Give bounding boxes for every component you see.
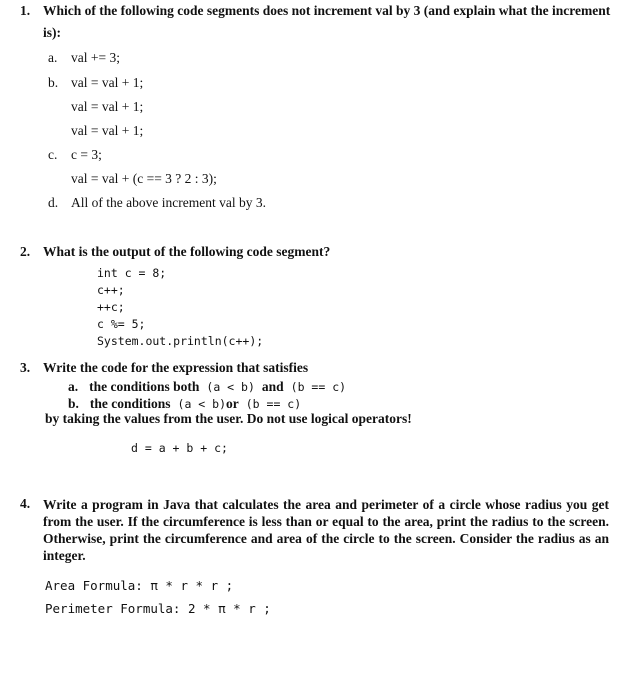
q1-text: Which of the following code segments does not increment val by 3 (and explain what the increment [43, 3, 611, 18]
q1-option-b-label: b. [48, 75, 59, 90]
q1-option-c-label: c. [48, 147, 58, 162]
q2-number: 2. [20, 244, 31, 259]
q2-code-line: int c = 8; [97, 266, 167, 280]
q3-b-code1: (a < b) [177, 397, 226, 411]
q3-a-code2: (b == c) [290, 380, 347, 394]
q2-code-line: ++c; [97, 300, 125, 314]
q3-b-text: the conditions [89, 396, 171, 411]
q1-option-c-line: val = val + (c == 3 ? 2 : 3); [71, 171, 217, 186]
q1-option-a-label: a. [48, 50, 58, 65]
q3-a-and: and [261, 379, 284, 394]
q3-footer: by taking the values from the user. Do not use logical operators! [45, 411, 412, 426]
q4-text: Write a program in Java that calculates the area and perimeter of a circle whose radius you get from the user. If the circumference is less than or equal to the area, print the radius to the screen. Otherwise, print the circumference and area of the circle to the screen. Consider the radius as an integer. [43, 497, 609, 563]
q1-option-d-line: All of the above increment val by 3. [71, 195, 266, 210]
q2-code-line: c %= 5; [97, 317, 146, 331]
q1-option-b-line: val = val + 1; [71, 123, 144, 138]
q3-expression: d = a + b + c; [131, 441, 228, 455]
q1-option-a-line: val += 3; [71, 50, 120, 65]
q1-text-continued: is): [43, 25, 61, 40]
q4-perimeter-formula: Perimeter Formula: 2 * π * r ; [45, 601, 271, 616]
q2-code-line: c++; [97, 283, 125, 297]
q3-b-code2: (b == c) [245, 397, 302, 411]
q3-b-or: or [226, 396, 239, 411]
q3-number: 3. [20, 360, 31, 375]
q4-area-formula: Area Formula: π * r * r ; [45, 578, 234, 593]
q1-number: 1. [20, 3, 31, 18]
q3-a-code1: (a < b) [206, 380, 255, 394]
q2-text: What is the output of the following code segment? [43, 244, 331, 259]
q3-a-text: the conditions both [89, 379, 200, 394]
q1-option-b-line: val = val + 1; [71, 75, 144, 90]
q2-code-line: System.out.println(c++); [97, 334, 264, 348]
q3-b-label: b. [68, 396, 79, 411]
q1-option-d-label: d. [48, 195, 59, 210]
q4-number: 4. [20, 496, 31, 511]
q3-text: Write the code for the expression that satisfies [43, 360, 309, 375]
q1-option-c-line: c = 3; [71, 147, 102, 162]
q3-item-a [68, 378, 346, 396]
q3-a-label: a. [68, 379, 79, 394]
q1-option-b-line: val = val + 1; [71, 99, 144, 114]
